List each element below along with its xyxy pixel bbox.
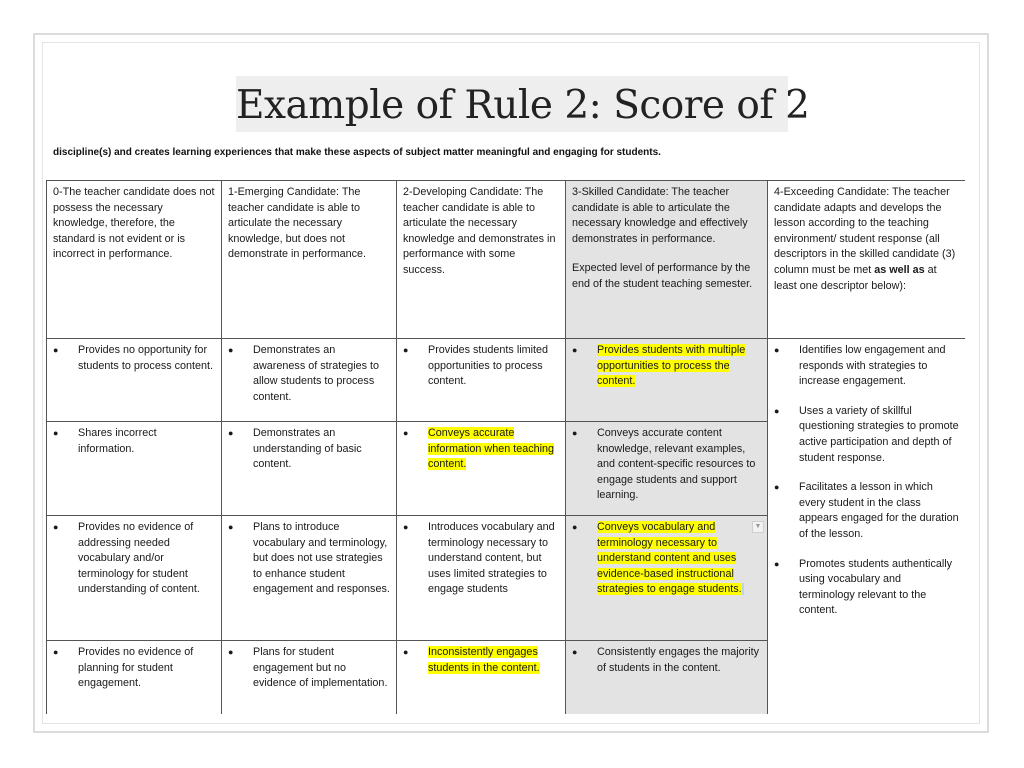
table-cell: ● Plans to introduce vocabulary and terminology, but does not use strategies to enhance student engagement and responses. <box>222 516 397 641</box>
chevron-down-icon: ▼ <box>752 521 764 533</box>
highlighted-text: Provides students with multiple opportunities to process the content. <box>597 344 746 388</box>
list-item: ● Promotes students authentically using vocabulary and terminology relevant to the content. <box>774 557 953 617</box>
rubric-table <box>46 180 965 714</box>
highlighted-text: Conveys vocabulary and terminology necessary to understand content and uses evidence-based instructional strategies to engage students. <box>597 521 742 596</box>
list-item: ● Identifies low engagement and responds with strategies to increase engagement. <box>774 344 946 388</box>
table-cell: ● Conveys accurate content knowledge, relevant examples, and content-specific resources to engage students and support learning. <box>566 422 768 516</box>
header-row <box>47 181 966 339</box>
table-cell: ● Consistently engages the majority of students in the content. <box>566 641 768 715</box>
list-item: ● Facilitates a lesson in which every student in the class appears engaged for the duration of the lesson. <box>774 481 959 540</box>
table-cell: ● Inconsistently engages students in the content. <box>397 641 566 715</box>
rubric-screenshot <box>46 140 965 714</box>
header-score-0: 0-The teacher candidate does not possess the necessary knowledge, therefore, the standard is not evident or is incorrect in performance. <box>47 181 222 339</box>
table-cell: ● Provides no evidence of planning for student engagement. <box>47 641 222 715</box>
table-cell: ● Plans for student engagement but no evidence of implementation. <box>222 641 397 715</box>
table-cell: ● Provides no opportunity for students to process content. <box>47 339 222 422</box>
table-cell: ● Demonstrates an understanding of basic content. <box>222 422 397 516</box>
header-score-3: 3-Skilled Candidate: The teacher candidate is able to articulate the necessary knowledge and effectively demonstrates in performance. Expected level of performance by the end of the student teaching semester. <box>566 181 768 339</box>
header-score-1: 1-Emerging Candidate: The teacher candidate is able to articulate the necessary knowledge, but does not demonstrate in performance. <box>222 181 397 339</box>
table-cell: ● Conveys vocabulary and terminology necessary to understand content and uses evidence-based instructional strategies to engage students. <box>566 516 768 641</box>
table-cell: ● Introduces vocabulary and terminology necessary to understand content, but uses limited strategies to engage students <box>397 516 566 641</box>
table-cell: ● Provides students limited opportunities to process content. <box>397 339 566 422</box>
table-cell: ● Provides students with multiple opportunities to process the content. <box>566 339 768 422</box>
highlighted-text: Conveys accurate information when teaching content. <box>428 427 555 471</box>
table-cell: ● Shares incorrect information. <box>47 422 222 516</box>
slide-title: Example of Rule 2: Score of 2 <box>236 76 788 132</box>
header-score-4: 4-Exceeding Candidate: The teacher candidate adapts and develops the lesson according to the teaching environment/ student response (all descriptors in the skilled candidate (3) column must be met as well as at least one descriptor below): <box>768 181 966 339</box>
table-row <box>47 339 966 422</box>
header-score-3-note: Expected level of performance by the end of the student teaching semester. <box>572 262 753 290</box>
standard-description: discipline(s) and creates learning experiences that make these aspects of subject matter meaningful and engaging for students. <box>53 147 661 158</box>
table-cell: ● Conveys accurate information when teaching content. <box>397 422 566 516</box>
table-cell: ● Demonstrates an awareness of strategies to allow students to process content. <box>222 339 397 422</box>
table-cell: ● Provides no evidence of addressing needed vocabulary and/or terminology for student understanding of content. <box>47 516 222 641</box>
highlighted-text: Inconsistently engages students in the content. <box>428 646 540 674</box>
list-item: ● Uses a variety of skillful questioning strategies to promote active participation and depth of student response. <box>774 404 959 464</box>
exceeding-descriptors <box>768 339 966 715</box>
header-score-2: 2-Developing Candidate: The teacher candidate is able to articulate the necessary knowledge and demonstrates in performance with some success. <box>397 181 566 339</box>
